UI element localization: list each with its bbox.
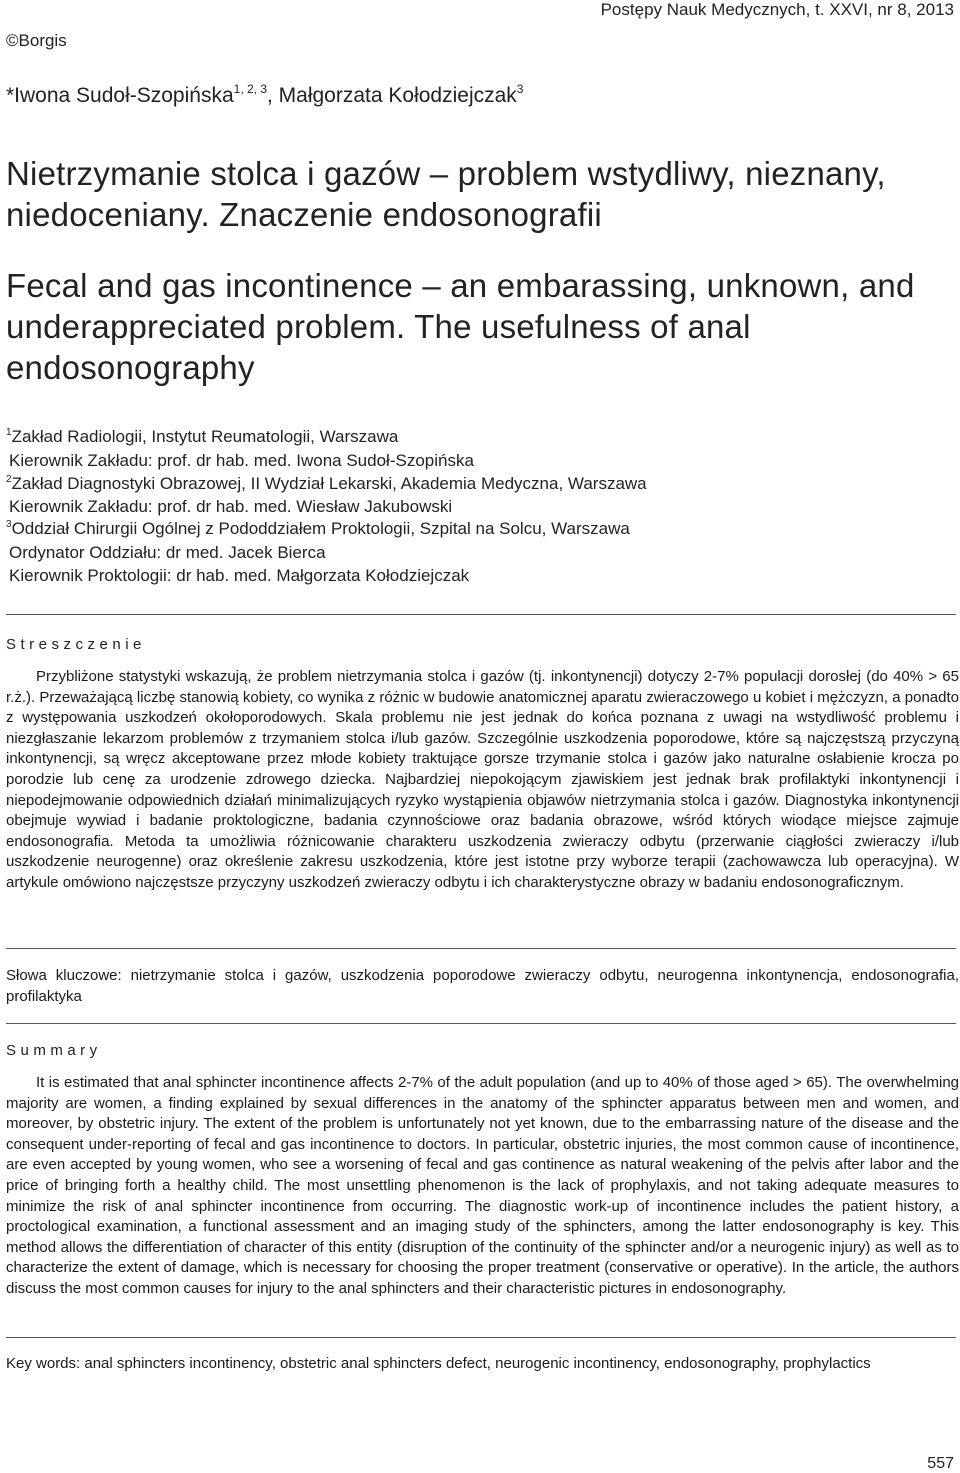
page-number: 557 (927, 1455, 954, 1472)
affiliation-mark: 3 (6, 519, 12, 530)
author-1-affiliation-marks: 1, 2, 3 (233, 82, 267, 96)
key-words: Key words: anal sphincters incontinency, obstetric anal sphincters defect, neurogenic incontinency, endosonography, prophylactics (6, 1355, 871, 1372)
title-polish: Nietrzymanie stolca i gazów – problem wstydliwy, nieznany, niedoceniany. Znaczenie endosonografii (6, 155, 886, 233)
affiliation-line (6, 427, 398, 447)
journal-citation: Postępy Nauk Medycznych, t. XXVI, nr 8, 2013 (600, 0, 954, 19)
affiliation-line (6, 474, 647, 494)
copyright-notice: ©Borgis (6, 31, 67, 50)
affiliation-text: Kierownik Proktologii: dr hab. med. Małgorzata Kołodziejczak (9, 566, 470, 585)
affiliation-line (9, 451, 474, 471)
streszczenie-text: Przybliżone statystyki wskazują, że problem nietrzymania stolca i gazów (tj. inkontynencji) dotyczy 2-7% populacji dorosłej (do 40% > 65 r.ż.). Przeważającą liczbę stanowią kobiety, co wynika z różnic w budowie anatomicznej aparatu zwieraczowego u kobiet i mężczyzn, a ponadto z występowania uszkodzeń okołoporodowych. Skala problemu nie jest jednak do końca poznana z uwagi na wstydliwość problemu i niezgłaszanie lekarzom problemów z trzymaniem stolca i/lub gazów. Szczególnie uszkodzenia poporodowe, które są najczęstszą przyczyną inkontynencji, są wręcz akceptowane przez młode kobiety traktujące gorsze trzymanie stolca i gazów jako naturalne osłabienie krocza po porodzie lub cenę za urodzenie zdrowego dziecka. Najbardziej niepokojącym zjawiskiem jest jednak brak profilaktyki inkontynencji i niepodejmowanie odpowiednich działań minimalizujących ryzyko wystąpienia objawów nietrzymania stolca i gazów. Diagnostyka inkontynencji obejmuje wywiad i badanie proktologiczne, badania czynnościowe oraz badania obrazowe, wśród których wiodące miejsce zajmuje endosonografia. Metoda ta umożliwia różnicowanie charakteru uszkodzenia zwieraczy odbytu (przerwanie ciągłości zwieraczy i/lub uszkodzenie neurogenne) oraz określenie zakresu uszkodzenia, które jest istotne przy wyborze terapii (zachowawcza lub operacyjna). W artykule omówiono najczęstsze przyczyny uszkodzeń zwieraczy odbytu i ich charakterystyczne obrazy w badaniu endosonograficznym. (6, 668, 959, 891)
affiliation-mark: 2 (6, 474, 12, 485)
author-1: *Iwona Sudoł-Szopińska (6, 84, 234, 107)
affiliation-mark: 1 (6, 427, 12, 438)
author-list (6, 82, 523, 108)
title-english: Fecal and gas incontinence – an embarassing, unknown, and underappreciated problem. The usefulness of anal endosonography (6, 267, 915, 386)
author-2-affiliation-marks: 3 (516, 82, 524, 96)
streszczenie-heading: Streszczenie (6, 636, 146, 653)
affiliation-text: Ordynator Oddziału: dr med. Jacek Bierca (9, 543, 326, 562)
affiliation-text: Zakład Radiologii, Instytut Reumatologii, Warszawa (11, 427, 399, 446)
affiliation-text: Kierownik Zakładu: prof. dr hab. med. Iwona Sudoł-Szopińska (9, 451, 474, 470)
summary-heading: Summary (6, 1042, 102, 1059)
section-divider (6, 614, 956, 615)
slowa-kluczowe: Słowa kluczowe: nietrzymanie stolca i gazów, uszkodzenia poporodowe zwieraczy odbytu, neurogenna inkontynencja, endosonografia, profilaktyka (6, 967, 959, 1005)
author-2: , Małgorzata Kołodziejczak (267, 84, 517, 107)
affiliation-text: Kierownik Zakładu: prof. dr hab. med. Wiesław Jakubowski (9, 497, 453, 516)
affiliation-line (6, 519, 630, 539)
affiliation-line (9, 497, 452, 517)
affiliation-text: Zakład Diagnostyki Obrazowej, II Wydział Lekarski, Akademia Medyczna, Warszawa (11, 474, 647, 493)
summary-text: It is estimated that anal sphincter incontinence affects 2-7% of the adult population (and up to 40% of those aged > 65). The overwhelming majority are women, a finding explained by sexual differences in the anatomy of the sphincter apparatus between men and women, and moreover, by obstetric injury. The extent of the problem is unfortunately not yet known, due to the embarrassing nature of the disease and the consequent under-reporting of fecal and gas incontinence to doctors. In particular, obstetric injuries, the most common cause of incontinence, are even accepted by young women, who see a worsening of fecal and gas continence as natural weakening of the pelvis after labor and the price of bringing forth a healthy child. The most unsettling phenomenon is the lack of prophylaxis, and not taking adequate measures to minimize the risk of anal sphincter incontinence from occurring. The diagnostic work-up of incontinence includes the patient history, a proctological examination, a functional assessment and an imaging study of the sphincters, among the latter endosonography is key. This method allows the differentiation of character of this entity (disruption of the continuity of the sphincter and/or a neurogenic injury) as well as to characterize the extent of damage, which is necessary for choosing the proper treatment (conservative or operative). In the article, the authors discuss the most common causes for injury to the anal sphincters and their characteristic pictures in endosonography. (6, 1074, 959, 1297)
section-divider (6, 948, 956, 949)
section-divider (6, 1337, 956, 1338)
section-divider (6, 1023, 956, 1024)
affiliation-line (9, 543, 326, 563)
affiliation-line (9, 566, 469, 586)
affiliation-text: Oddział Chirurgii Ogólnej z Pododdziałem Proktologii, Szpital na Solcu, Warszawa (11, 519, 630, 538)
